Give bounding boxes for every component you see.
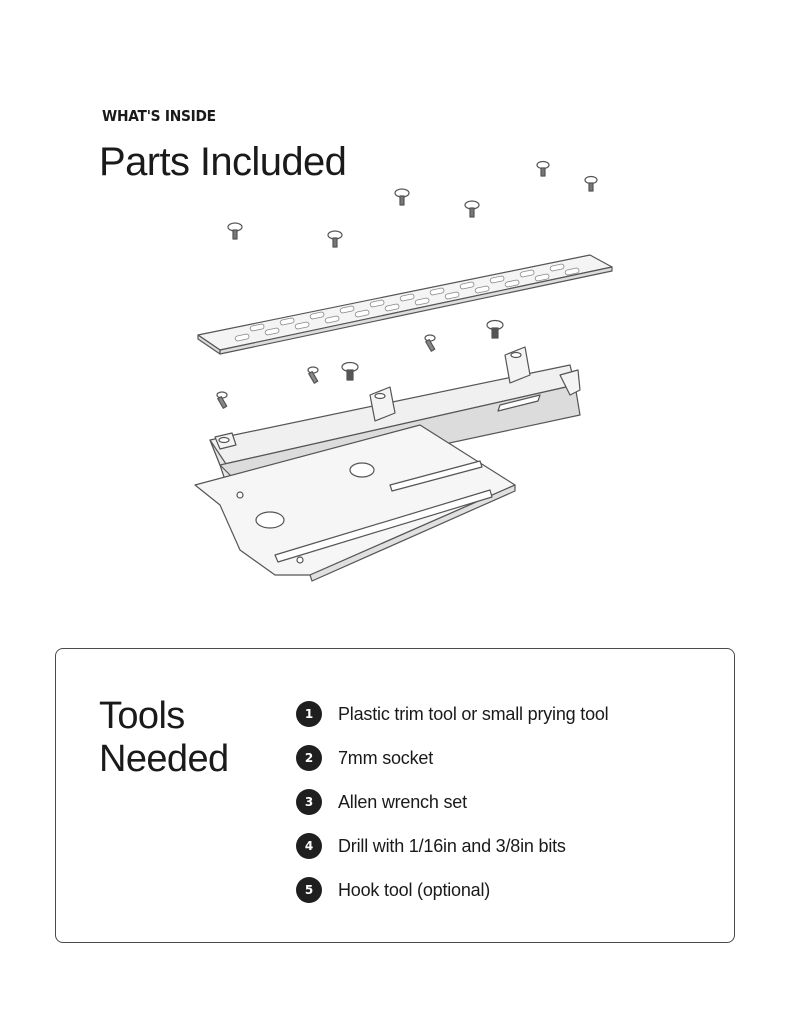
screw-icon <box>425 335 435 351</box>
tools-heading-line2: Needed <box>99 738 229 780</box>
tools-heading <box>99 695 259 781</box>
screw-icon <box>342 363 358 381</box>
list-item <box>296 876 609 904</box>
screw-icon <box>328 231 342 247</box>
number-badge: 4 <box>296 833 322 859</box>
number-badge: 2 <box>296 745 322 771</box>
screw-icon <box>585 177 597 192</box>
tools-heading-line1: Tools <box>99 695 185 737</box>
tool-label: Plastic trim tool or small prying tool <box>338 703 609 724</box>
tool-label: 7mm socket <box>338 747 434 768</box>
list-item <box>296 700 609 728</box>
screw-icon <box>395 189 409 205</box>
number-badge: 3 <box>296 789 322 815</box>
tool-label: Hook tool (optional) <box>338 879 491 900</box>
parts-exploded-view-icon <box>180 155 620 595</box>
list-item <box>296 788 609 816</box>
tools-needed-card <box>55 648 735 943</box>
tool-label: Allen wrench set <box>338 791 467 812</box>
tool-label: Drill with 1/16in and 3/8in bits <box>338 835 566 856</box>
number-badge: 1 <box>296 701 322 727</box>
list-item <box>296 744 609 772</box>
screw-icon <box>465 201 479 217</box>
perforated-plate <box>198 255 612 354</box>
section-eyebrow: WHAT'S INSIDE <box>102 107 216 125</box>
tools-list <box>296 700 609 920</box>
number-badge: 5 <box>296 877 322 903</box>
screw-icon <box>217 392 227 408</box>
screw-icon <box>537 162 549 177</box>
screw-icon <box>228 223 242 239</box>
screw-icon <box>308 367 318 383</box>
page-title: Parts Included <box>99 140 347 184</box>
list-item <box>296 832 609 860</box>
screw-icon <box>487 321 503 339</box>
